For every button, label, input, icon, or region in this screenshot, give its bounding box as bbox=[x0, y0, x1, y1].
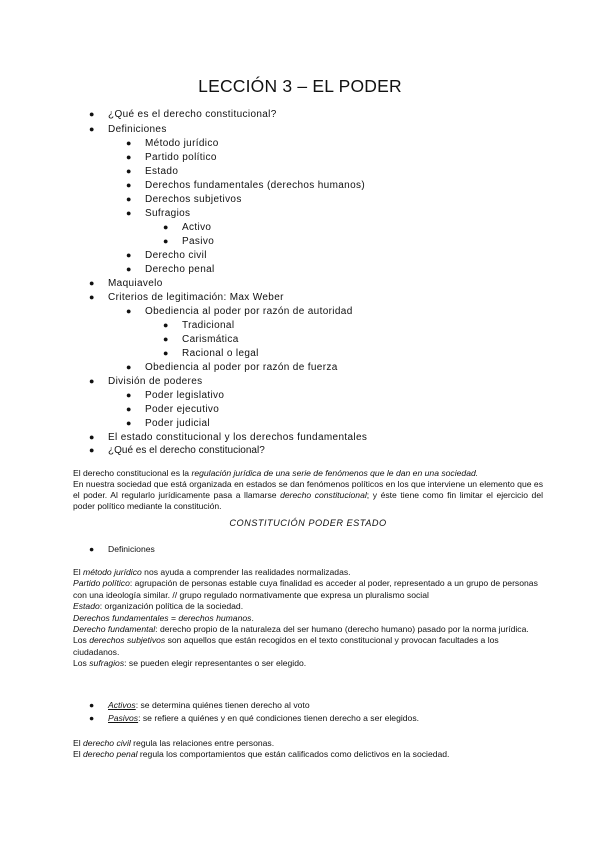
list-item: ● Obediencia al poder por razón de fuerza bbox=[126, 362, 338, 373]
bullet-icon: ● bbox=[163, 236, 169, 246]
page-title: LECCIÓN 3 – EL PODER bbox=[198, 76, 402, 96]
list-item: ● El estado constitucional y los derechos fundamentales bbox=[89, 432, 368, 443]
list-item: ● Criterios de legitimación: Max Weber bbox=[89, 292, 284, 303]
bullet-icon: ● bbox=[126, 152, 132, 162]
bullet-icon: ● bbox=[89, 376, 95, 386]
bullet-icon: ● bbox=[89, 700, 95, 710]
list-item: ● Método jurídico bbox=[126, 138, 219, 149]
bullet-icon: ● bbox=[89, 292, 95, 302]
final-block bbox=[73, 738, 543, 761]
bullet-icon: ● bbox=[89, 432, 95, 442]
definitions-block bbox=[73, 567, 543, 670]
bullet-icon: ● bbox=[126, 138, 132, 148]
definition-derecho-penal: El derecho penal regula los comportamientos que están calificados como delictivos en la sociedad. bbox=[73, 749, 450, 760]
list-item: ● Derecho penal bbox=[126, 264, 215, 275]
bullet-icon: ● bbox=[89, 544, 95, 554]
bullet-icon: ● bbox=[163, 320, 169, 330]
definition-derecho-fundamental: Derecho fundamental: derecho propio de la naturaleza del ser humano (derecho humano) pasado por la norma jurídica. bbox=[73, 624, 529, 635]
bullet-icon: ● bbox=[163, 348, 169, 358]
bullet-icon: ● bbox=[163, 222, 169, 232]
list-item: ● Derechos fundamentales (derechos humanos) bbox=[126, 180, 366, 191]
bullet-icon: ● bbox=[126, 166, 132, 176]
bullet-icon: ● bbox=[126, 208, 132, 218]
list-item: ● Carismática bbox=[163, 334, 239, 345]
bullet-icon: ● bbox=[126, 250, 132, 260]
list-item: ● Estado bbox=[126, 166, 179, 177]
list-item: ● Sufragios bbox=[126, 208, 191, 219]
list-item: ● ¿Qué es el derecho constitucional? bbox=[89, 445, 265, 456]
bullet-icon: ● bbox=[126, 264, 132, 274]
list-item: ● Derechos subjetivos bbox=[126, 194, 242, 205]
list-item: ● Definiciones bbox=[89, 544, 155, 554]
list-item: ● Partido político bbox=[126, 152, 217, 163]
list-item: ● Activos: se determina quiénes tienen derecho al voto bbox=[89, 700, 310, 710]
bullet-icon: ● bbox=[89, 713, 95, 723]
definition-sufragios: Los sufragios: se pueden elegir representantes o ser elegido. bbox=[73, 658, 307, 669]
bullet-icon: ● bbox=[126, 390, 132, 400]
definition-derecho-civil: El derecho civil regula las relaciones entre personas. bbox=[73, 738, 275, 748]
definition-metodo: El método jurídico nos ayuda a comprender las realidades normalizadas. bbox=[73, 567, 351, 577]
list-item: ● Racional o legal bbox=[163, 348, 259, 359]
list-item: ● Derecho civil bbox=[126, 250, 207, 261]
triad-heading: CONSTITUCIÓN PODER ESTADO bbox=[229, 518, 387, 528]
list-item: ● Obediencia al poder por razón de autoridad bbox=[126, 306, 353, 317]
list-item: ● Poder legislativo bbox=[126, 390, 225, 401]
list-item: ● Activo bbox=[163, 222, 212, 233]
bullet-icon: ● bbox=[126, 362, 132, 372]
list-item: ● Pasivos: se refiere a quiénes y en qué condiciones tienen derecho a ser elegidos. bbox=[89, 713, 420, 723]
bullet-icon: ● bbox=[163, 334, 169, 344]
intro-paragraph: El derecho constitucional es la regulación jurídica de una serie de fenómenos que le dan en una sociedad. En nuestra sociedad que está organizada en estados se dan fenómenos políticos en los que interviene un elemento que es el poder. Al regularlo jurídicamente pasa a llamarse derecho constitucional; y éste tiene como fin limitar el ejercicio del poder político mediante la constitución. bbox=[73, 468, 544, 511]
list-item: ● Definiciones bbox=[89, 124, 167, 135]
definition-derechos-subjetivos: Los derechos subjetivos son aquellos que están recogidos en el texto constitucional y provocan facultades a los ciudadanos. bbox=[73, 635, 499, 657]
bullet-icon: ● bbox=[126, 404, 132, 414]
definition-estado: Estado: organización política de la sociedad. bbox=[73, 601, 244, 612]
list-item: ● Poder judicial bbox=[126, 418, 210, 429]
bullet-icon: ● bbox=[89, 278, 95, 288]
bullet-icon: ● bbox=[126, 194, 132, 204]
list-item: ● División de poderes bbox=[89, 376, 203, 387]
bullet-icon: ● bbox=[89, 445, 95, 455]
bullet-icon: ● bbox=[126, 306, 132, 316]
bullet-icon: ● bbox=[126, 180, 132, 190]
list-item: ● ¿Qué es el derecho constitucional? bbox=[89, 109, 277, 120]
list-item: ● Tradicional bbox=[163, 320, 235, 331]
bullet-icon: ● bbox=[89, 124, 95, 134]
list-item: ● Poder ejecutivo bbox=[126, 404, 220, 415]
definition-derechos-fundamentales: Derechos fundamentales = derechos humanos. bbox=[73, 612, 254, 623]
list-item: ● Maquiavelo bbox=[89, 278, 163, 289]
list-item: ● Pasivo bbox=[163, 236, 215, 247]
bullet-icon: ● bbox=[126, 418, 132, 428]
definition-partido: Partido político: agrupación de personas estable cuya finalidad es acceder al poder, representado a un grupo de personas con una ideología similar. // grupo regulado normativamente que expresa un pluralismo social bbox=[73, 578, 538, 600]
bullet-icon: ● bbox=[89, 109, 95, 119]
